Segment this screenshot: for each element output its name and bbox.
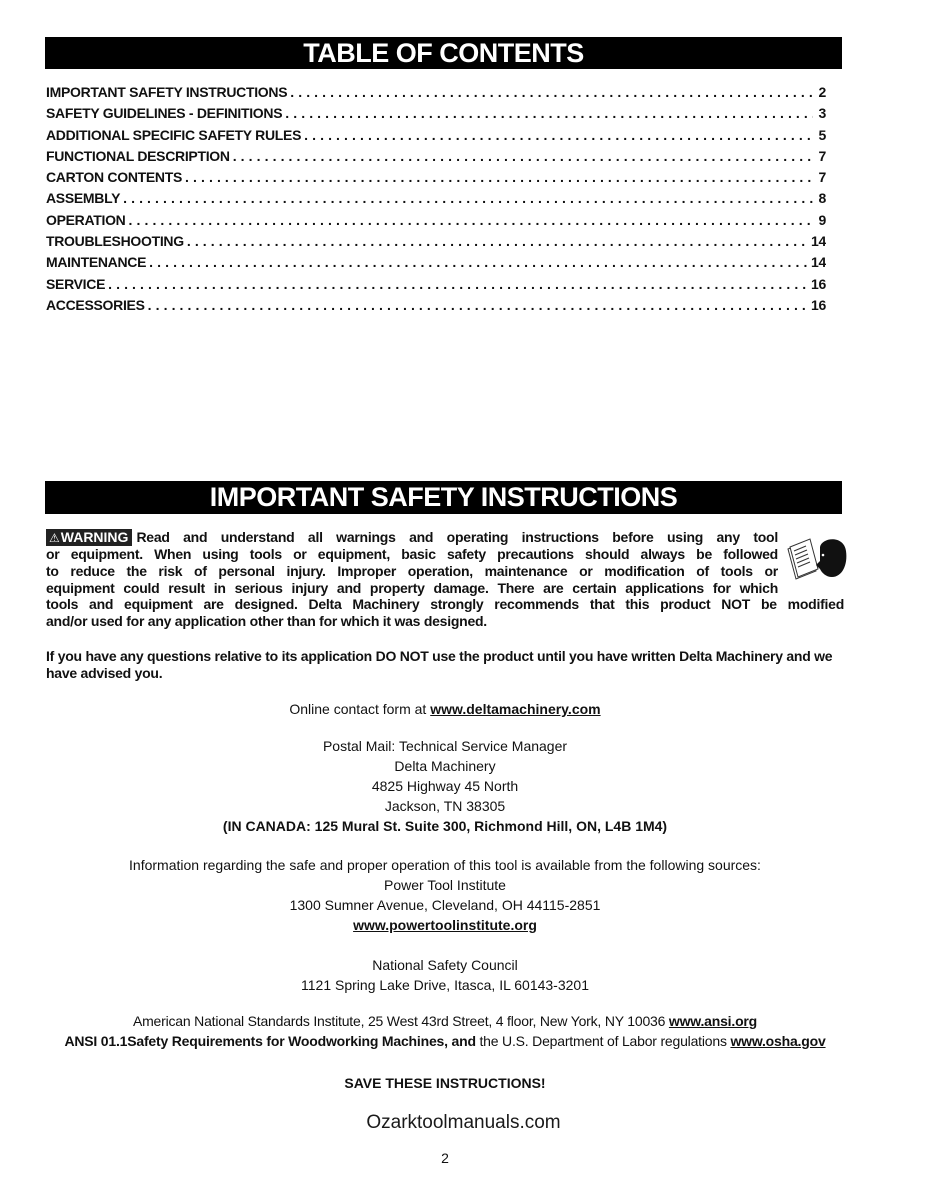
toc-leader-dots [304, 127, 813, 143]
toc-entry-title: ASSEMBLY [46, 190, 121, 207]
warning-line: or equipment. When using tools or equipment, basic safety precautions should always be followed [46, 546, 778, 562]
ansi-text: American National Standards Institute, 25 West 43rd Street, 4 floor, New York, NY 10036 [132, 1013, 669, 1029]
toc-leader-dots [233, 148, 813, 164]
toc-entry[interactable] [46, 254, 826, 275]
toc-leader-dots [149, 254, 808, 270]
postal-line: 4825 Highway 45 North [371, 778, 519, 794]
toc-entry-page: 7 [818, 169, 826, 186]
pti-link[interactable]: www.powertoolinstitute.org [353, 917, 537, 933]
toc-entry[interactable] [46, 233, 826, 254]
warning-badge: ⚠WARNING [46, 529, 132, 546]
canada-address: (IN CANADA: 125 Mural St. Suite 300, Richmond Hill, ON, L4B 1M4) [222, 818, 668, 834]
nsc-address: 1121 Spring Lake Drive, Itasca, IL 60143-3201 [301, 977, 589, 993]
pti-name: Power Tool Institute [384, 877, 506, 893]
toc-heading: TABLE OF CONTENTS [303, 37, 584, 68]
toc-entry-page: 7 [818, 147, 826, 164]
toc-entry-page: 9 [818, 211, 826, 228]
toc-leader-dots [187, 233, 808, 249]
save-instructions: SAVE THESE INSTRUCTIONS! [344, 1075, 546, 1091]
toc-list [46, 84, 826, 318]
toc-entry-page: 14 [811, 233, 826, 250]
warning-line: tools and equipment are designed. Delta Machinery strongly recommends that this product NOT be modified [46, 596, 844, 613]
online-contact [45, 699, 845, 719]
footer-site: Ozarktoolmanuals.com [366, 1112, 561, 1133]
page-number: 2 [441, 1150, 449, 1166]
toc-entry-title: TROUBLESHOOTING [46, 233, 184, 250]
toc-entry[interactable] [46, 297, 826, 318]
toc-entry-page: 14 [811, 254, 826, 271]
toc-entry-title: FUNCTIONAL DESCRIPTION [46, 147, 230, 164]
toc-entry-title: SERVICE [46, 275, 106, 292]
toc-entry-page: 2 [818, 84, 826, 100]
osha-link[interactable]: www.osha.gov [730, 1033, 826, 1049]
toc-entry-title: CARTON CONTENTS [46, 169, 183, 186]
online-contact-label: Online contact form at [289, 701, 431, 717]
toc-entry[interactable] [46, 148, 826, 169]
toc-entry-page: 8 [818, 190, 826, 207]
toc-leader-dots [285, 105, 813, 121]
toc-entry[interactable] [46, 169, 826, 190]
toc-entry-title: MAINTENANCE [46, 254, 147, 271]
toc-heading-bar [45, 37, 842, 69]
toc-entry-title: ACCESSORIES [46, 296, 145, 313]
toc-leader-dots [129, 212, 814, 228]
warning-triangle-icon: ⚠ [49, 531, 60, 545]
postal-line: Jackson, TN 38305 [384, 798, 506, 814]
ansi-link[interactable]: www.ansi.org [668, 1013, 758, 1029]
questions-paragraph: If you have any questions relative to its application DO NOT use the product until you have written Delta Machinery and we have advised you. [46, 648, 833, 681]
toc-entry-title: SAFETY GUIDELINES - DEFINITIONS [46, 105, 283, 122]
toc-entry-title: OPERATION [46, 211, 126, 228]
ansi-block [45, 1011, 845, 1051]
toc-entry-title: ADDITIONAL SPECIFIC SAFETY RULES [46, 126, 302, 143]
toc-leader-dots [185, 169, 813, 185]
nsc-block [45, 955, 845, 995]
ansi-standard: ANSI 01.1Safety Requirements for Woodworking Machines, and [64, 1033, 476, 1049]
toc-leader-dots [290, 84, 813, 100]
nsc-name: National Safety Council [372, 957, 518, 973]
toc-entry[interactable] [46, 190, 826, 211]
toc-entry-page: 5 [818, 126, 826, 143]
person-reading-manual-icon [786, 535, 848, 585]
osha-text: the U.S. Department of Labor regulations [475, 1033, 731, 1049]
toc-leader-dots [148, 297, 808, 313]
toc-entry[interactable] [46, 84, 826, 105]
info-sources [45, 855, 845, 935]
postal-address [45, 736, 845, 836]
toc-entry[interactable] [46, 127, 826, 148]
toc-entry[interactable] [46, 276, 826, 297]
warning-line: ⚠WARNING Read and understand all warnings and operating instructions before using any tool [46, 529, 778, 546]
toc-entry-page: 3 [818, 105, 826, 122]
postal-line: Delta Machinery [394, 758, 496, 774]
warning-line: equipment could result in serious injury and property damage. There are certain applications for which [46, 579, 778, 596]
warning-line: and/or used for any application other than for which it was designed. [46, 613, 487, 630]
warning-line: to reduce the risk of personal injury. Improper operation, maintenance or modification of tools or [46, 562, 778, 579]
toc-entry[interactable] [46, 105, 826, 126]
toc-entry-page: 16 [811, 296, 826, 313]
warning-paragraph [46, 529, 844, 630]
sources-intro: Information regarding the safe and proper operation of this tool is available from the following sources: [129, 857, 761, 873]
postal-line: Postal Mail: Technical Service Manager [322, 738, 568, 754]
toc-leader-dots [108, 276, 808, 292]
toc-leader-dots [123, 190, 813, 206]
pti-address: 1300 Sumner Avenue, Cleveland, OH 44115-2851 [289, 897, 601, 913]
toc-entry-title: IMPORTANT SAFETY INSTRUCTIONS [46, 84, 288, 100]
safety-heading-bar [45, 481, 842, 514]
toc-entry[interactable] [46, 212, 826, 233]
safety-heading: IMPORTANT SAFETY INSTRUCTIONS [209, 482, 678, 512]
toc-entry-page: 16 [811, 275, 826, 292]
delta-website-link[interactable]: www.deltamachinery.com [430, 701, 601, 717]
